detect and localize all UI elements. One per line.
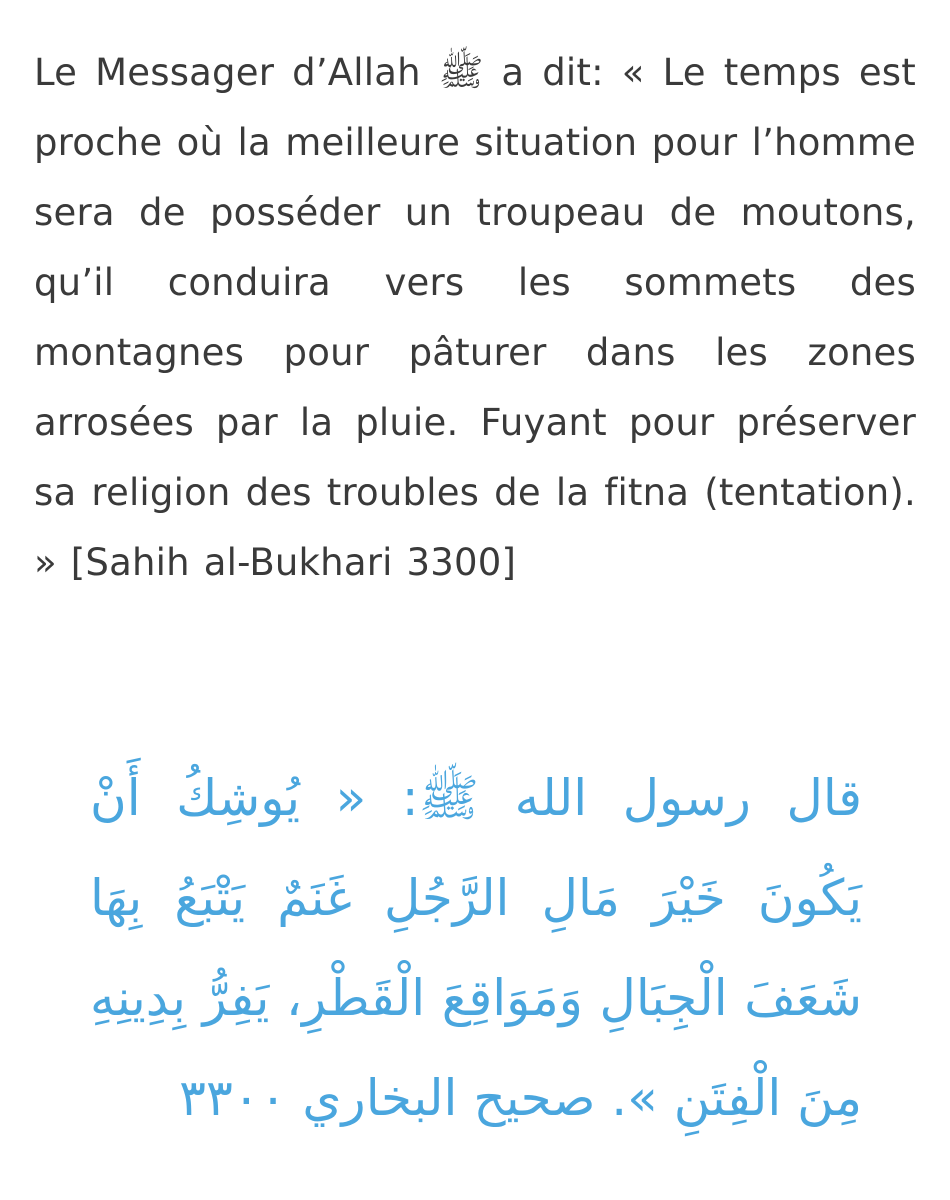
french-hadith-text: Le Messager d’Allah ﷺ a dit: « Le temps est proche où la meilleure situation pour l’homme sera de posséder un troupeau de moutons, qu’il conduira vers les sommets des montagnes pour pâturer dans les zones arrosées par la pluie. Fuyant pour préserver sa religion des troubles de la fitna (tentation). » [Sahih al-Bukhari 3300] xyxy=(34,51,916,584)
arabic-hadith-text: قال رسول الله ﷺ: « يُوشِكُ أَنْ يَكُونَ خَيْرَ مَالِ الرَّجُلِ غَنَمٌ يَتْبَعُ بِهَا شَعَفَ الْجِبَالِ وَمَوَاقِعَ الْقَطْرِ، يَفِرُّ بِدِينِهِ مِنَ الْفِتَنِ ». صحيح البخاري ٣٣٠٠ xyxy=(90,769,862,1127)
